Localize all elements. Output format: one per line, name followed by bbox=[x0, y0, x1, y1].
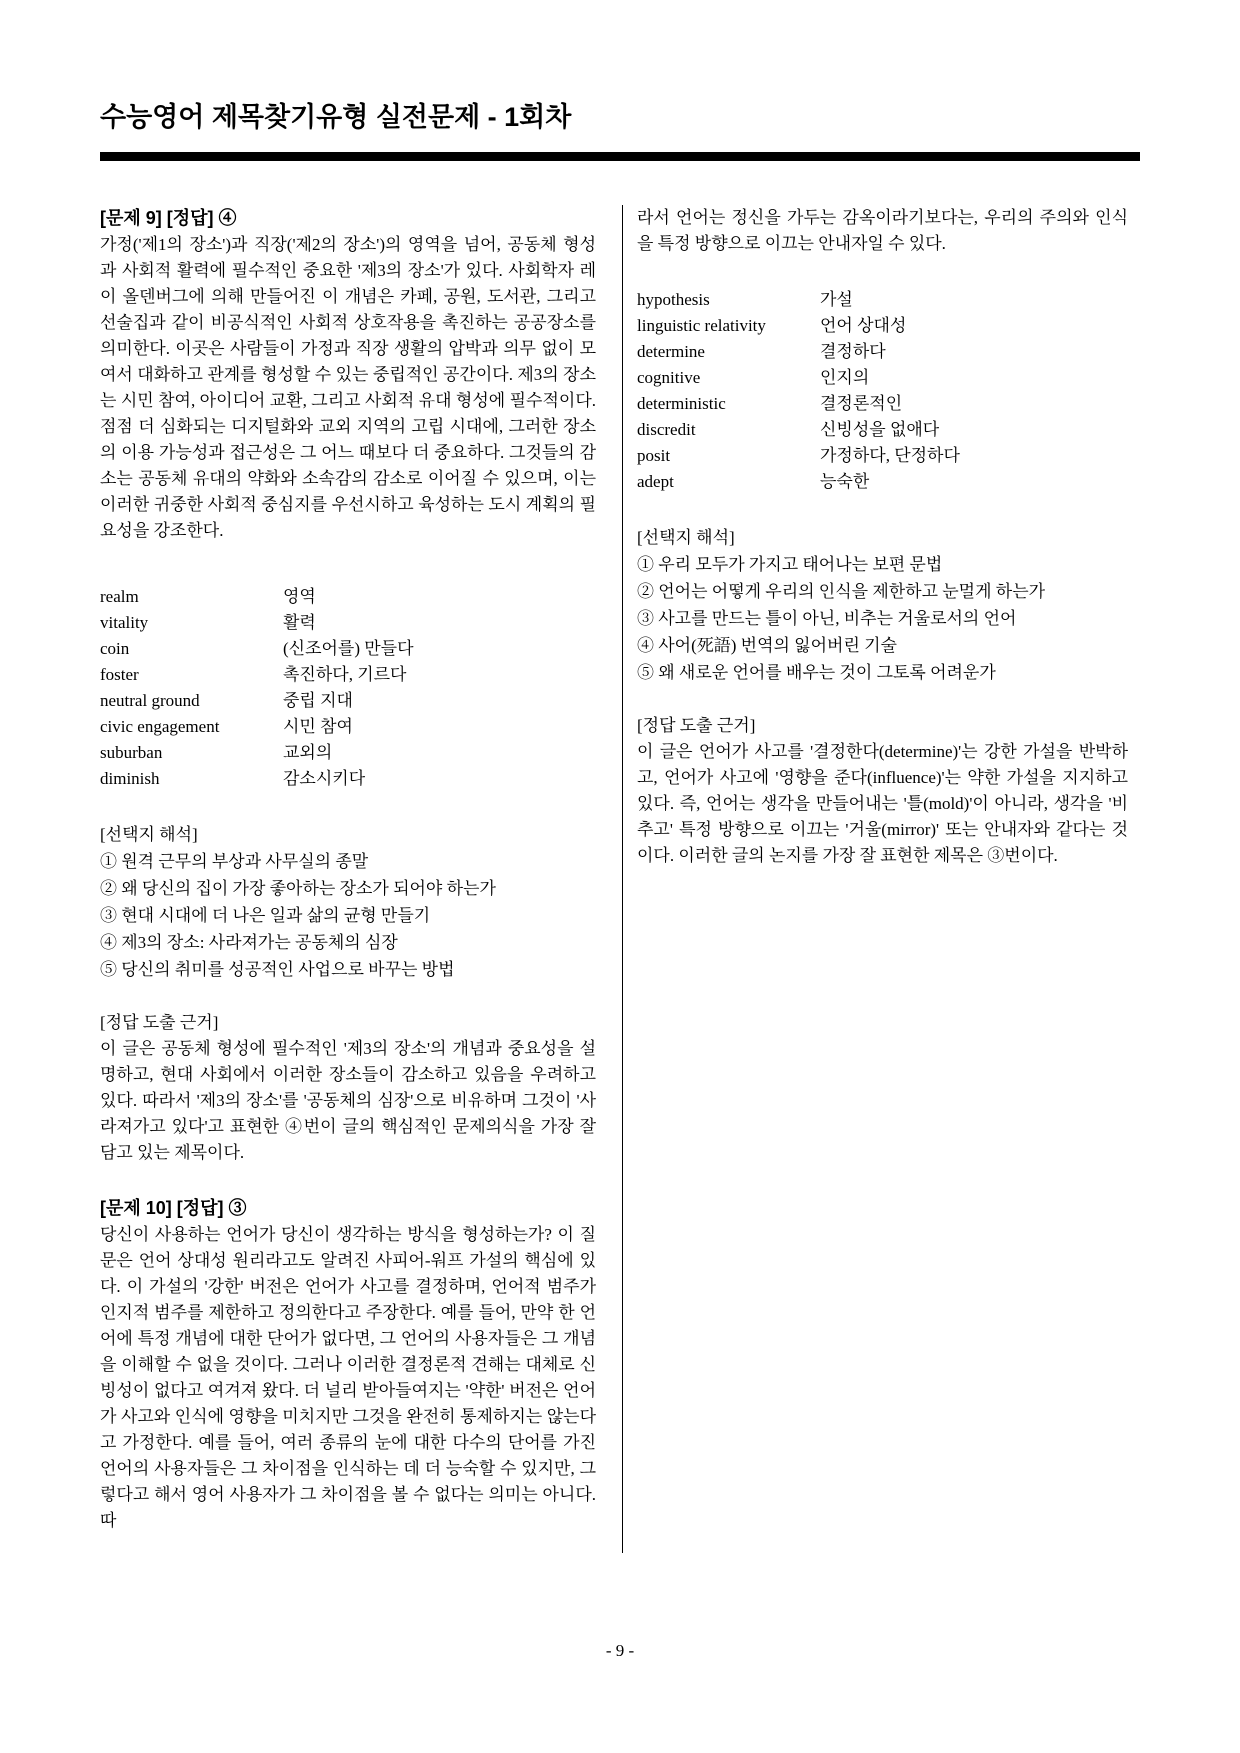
problem-9-rationale: 이 글은 공동체 형성에 필수적인 '제3의 장소'의 개념과 중요성을 설명하고, 현대 사회에서 이러한 장소들이 감소하고 있음을 우려하고 있다. 따라서 '제3의 장소'를 '공동체의 심장'으로 비유하며 그것이 '사라져가고 있다'고 표현한 ④번이 글의 핵심적인 문제의식을 가장 잘 담고 있는 제목이다. bbox=[100, 1039, 596, 1162]
vocab-meaning: 가정하다, 단정하다 bbox=[820, 446, 960, 465]
vocab-meaning: 교외의 bbox=[283, 743, 333, 762]
vocab-row bbox=[637, 391, 1128, 417]
choice-item: ② 언어는 어떻게 우리의 인식을 제한하고 눈멀게 하는가 bbox=[637, 582, 1046, 601]
page-number: - 9 - bbox=[605, 1641, 635, 1660]
vocab-meaning: 촉진하다, 기르다 bbox=[283, 665, 407, 684]
problem-10-choices-heading: [선택지 해석] bbox=[637, 528, 735, 547]
vocab-row bbox=[100, 662, 596, 688]
vocab-meaning: 능숙한 bbox=[820, 472, 870, 491]
vocab-meaning: 가설 bbox=[820, 290, 853, 309]
vocab-row bbox=[637, 339, 1128, 365]
vocab-term: coin bbox=[100, 639, 130, 658]
problem-9-rationale-section bbox=[100, 1010, 596, 1166]
problem-9-rationale-heading: [정답 도출 근거] bbox=[100, 1013, 219, 1032]
vocab-term: suburban bbox=[100, 743, 163, 762]
vocab-meaning: 영역 bbox=[283, 587, 316, 606]
problem-9-choices-list bbox=[100, 848, 596, 983]
vocab-row bbox=[637, 443, 1128, 469]
vocab-row bbox=[637, 313, 1128, 339]
vocab-row bbox=[100, 688, 596, 714]
vocab-term: deterministic bbox=[637, 394, 726, 413]
vocab-row bbox=[100, 636, 596, 662]
vocab-meaning: 인지의 bbox=[820, 368, 870, 387]
vocab-term: cognitive bbox=[637, 368, 701, 387]
vocab-term: vitality bbox=[100, 613, 149, 632]
vocab-term: civic engagement bbox=[100, 717, 220, 736]
choice-item: ③ 사고를 만드는 틀이 아닌, 비추는 거울로서의 언어 bbox=[637, 609, 1017, 628]
left-column bbox=[100, 205, 596, 1534]
vocab-term: hypothesis bbox=[637, 290, 710, 309]
problem-10-passage-part2: 라서 언어는 정신을 가두는 감옥이라기보다는, 우리의 주의와 인식을 특정 방향으로 이끄는 안내자일 수 있다. bbox=[637, 208, 1128, 253]
vocab-term: diminish bbox=[100, 769, 160, 788]
choice-item: ④ 제3의 장소: 사라져가는 공동체의 심장 bbox=[100, 933, 398, 952]
problem-9-choices-section bbox=[100, 822, 596, 983]
problem-9-vocab-list bbox=[100, 584, 596, 792]
choice-item: ① 원격 근무의 부상과 사무실의 종말 bbox=[100, 852, 369, 871]
vocab-meaning: 중립 지대 bbox=[283, 691, 353, 710]
vocab-term: posit bbox=[637, 446, 671, 465]
vocab-row bbox=[100, 766, 596, 792]
page-title: 수능영어 제목찾기유형 실전문제 - 1회차 bbox=[100, 102, 572, 132]
vocab-meaning: 신빙성을 없애다 bbox=[820, 420, 940, 439]
problem-10-rationale: 이 글은 언어가 사고를 '결정한다(determine)'는 강한 가설을 반박하고, 언어가 사고에 '영향을 준다(influence)'는 약한 가설을 지지하고 있다. 즉, 언어는 생각을 만들어내는 '틀(mold)'이 아니라, 생각을 '비추고' 특정 방향으로 이끄는 '거울(mirror)' 또는 안내자와 같다는 것이다. 이러한 글의 논지를 가장 잘 표현한 제목은 ③번이다. bbox=[637, 742, 1128, 865]
problem-10-choices-list bbox=[637, 551, 1128, 686]
vocab-row bbox=[100, 584, 596, 610]
problem-9-choices-heading: [선택지 해석] bbox=[100, 825, 198, 844]
vocab-row bbox=[637, 469, 1128, 495]
vocab-meaning: 시민 참여 bbox=[283, 717, 353, 736]
vocab-term: discredit bbox=[637, 420, 696, 439]
vocab-meaning: 결정론적인 bbox=[820, 394, 903, 413]
vocab-meaning: 결정하다 bbox=[820, 342, 886, 361]
vocab-meaning: 감소시키다 bbox=[283, 769, 366, 788]
vocab-term: foster bbox=[100, 665, 139, 684]
vocab-meaning: 언어 상대성 bbox=[820, 316, 907, 335]
problem-10-rationale-heading: [정답 도출 근거] bbox=[637, 716, 756, 735]
problem-10-section-left bbox=[100, 1195, 596, 1534]
vocab-term: adept bbox=[637, 472, 674, 491]
problem-10-choices-section bbox=[637, 525, 1128, 686]
header-rule bbox=[100, 152, 1140, 161]
vocab-row bbox=[637, 417, 1128, 443]
vocab-row bbox=[100, 610, 596, 636]
problem-9-passage: 가정('제1의 장소')과 직장('제2의 장소')의 영역을 넘어, 공동체 형성과 사회적 활력에 필수적인 중요한 '제3의 장소'가 있다. 사회학자 레이 올덴버그에 의해 만들어진 이 개념은 카페, 공원, 도서관, 그리고 선술집과 같이 비공식적인 사회적 상호작용을 촉진하는 공공장소를 의미한다. 이곳은 사람들이 가정과 직장 생활의 압박과 의무 없이 모여서 대화하고 관계를 형성할 수 있는 중립적인 공간이다. 제3의 장소는 시민 참여, 아이디어 교환, 그리고 사회적 유대 형성에 필수적이다. 점점 더 심화되는 디지털화와 교외 지역의 고립 시대에, 그러한 장소의 이용 가능성과 접근성은 그 어느 때보다 더 중요하다. 그것들의 감소는 공동체 유대의 약화와 소속감의 감소로 이어질 수 있으며, 이는 이러한 귀중한 사회적 중심지를 우선시하고 육성하는 도시 계획의 필요성을 강조한다. bbox=[100, 235, 596, 540]
vocab-term: determine bbox=[637, 342, 705, 361]
problem-10-heading: [문제 10] [정답] ③ bbox=[100, 1198, 247, 1218]
vocab-meaning: 활력 bbox=[283, 613, 316, 632]
vocab-row bbox=[637, 365, 1128, 391]
problem-10-rationale-section bbox=[637, 713, 1128, 869]
vocab-term: linguistic relativity bbox=[637, 316, 766, 335]
problem-9-section bbox=[100, 205, 596, 1166]
vocab-meaning: (신조어를) 만들다 bbox=[283, 639, 414, 658]
problem-10-passage-part1: 당신이 사용하는 언어가 당신이 생각하는 방식을 형성하는가? 이 질문은 언어 상대성 원리라고도 알려진 사피어-워프 가설의 핵심에 있다. 이 가설의 '강한' 버전은 언어가 사고를 결정하며, 언어적 범주가 인지적 범주를 제한하고 정의한다고 주장한다. 예를 들어, 만약 한 언어에 특정 개념에 대한 단어가 없다면, 그 언어의 사용자들은 그 개념을 이해할 수 없을 것이다. 그러나 이러한 결정론적 견해는 대체로 신빙성이 없다고 여겨져 왔다. 더 널리 받아들여지는 '약한' 버전은 언어가 사고와 인식에 영향을 미치지만 그것을 완전히 통제하지는 않는다고 가정한다. 예를 들어, 여러 종류의 눈에 대한 다수의 단어를 가진 언어의 사용자들은 그 차이점을 인식하는 데 더 능숙할 수 있지만, 그렇다고 해서 영어 사용자가 그 차이점을 볼 수 없다는 의미는 아니다. 따 bbox=[100, 1225, 596, 1530]
vocab-row bbox=[100, 714, 596, 740]
vocab-row bbox=[100, 740, 596, 766]
choice-item: ④ 사어(死語) 번역의 잃어버린 기술 bbox=[637, 636, 897, 655]
column-divider bbox=[622, 205, 623, 1553]
choice-item: ① 우리 모두가 가지고 태어나는 보편 문법 bbox=[637, 555, 943, 574]
choice-item: ③ 현대 시대에 더 나은 일과 삶의 균형 만들기 bbox=[100, 906, 431, 925]
vocab-term: realm bbox=[100, 587, 139, 606]
problem-9-heading: [문제 9] [정답] ④ bbox=[100, 208, 237, 228]
choice-item: ⑤ 당신의 취미를 성공적인 사업으로 바꾸는 방법 bbox=[100, 960, 455, 979]
vocab-row bbox=[637, 287, 1128, 313]
vocab-term: neutral ground bbox=[100, 691, 200, 710]
choice-item: ② 왜 당신의 집이 가장 좋아하는 장소가 되어야 하는가 bbox=[100, 879, 496, 898]
problem-10-vocab-list bbox=[637, 287, 1128, 495]
right-column bbox=[637, 205, 1128, 869]
choice-item: ⑤ 왜 새로운 언어를 배우는 것이 그토록 어려운가 bbox=[637, 663, 996, 682]
